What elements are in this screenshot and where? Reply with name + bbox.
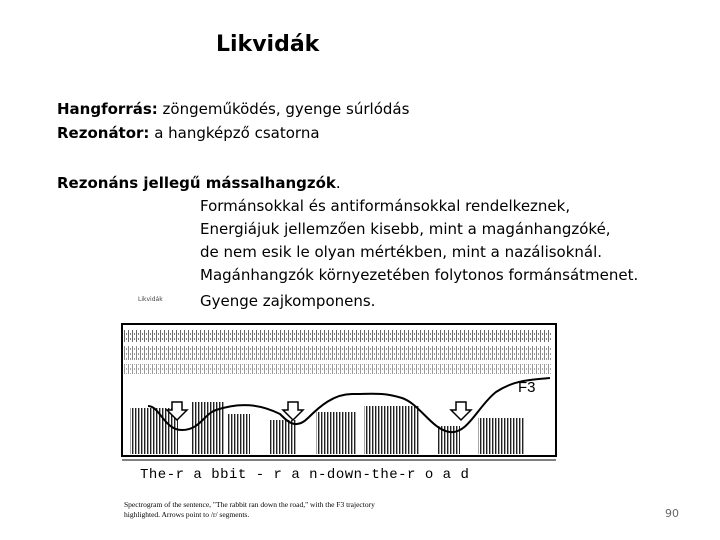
resonant-text: . bbox=[335, 174, 341, 192]
resonator-label: Rezonátor: bbox=[57, 124, 150, 142]
spectrogram-figure bbox=[120, 322, 560, 518]
resonant-label: Rezonáns jellegű mássalhangzók bbox=[57, 174, 336, 192]
property-line-4: Magánhangzók környezetében folytonos formánsátmenet. bbox=[200, 266, 639, 284]
source-label: Hangforrás: bbox=[57, 100, 158, 118]
resonator-line bbox=[57, 124, 320, 142]
resonant-heading bbox=[57, 174, 341, 192]
resonator-text: a hangképző csatorna bbox=[149, 124, 320, 142]
figure-caption bbox=[124, 500, 544, 520]
property-line-1: Formánsokkal és antiformánsokkal rendelkeznek, bbox=[200, 197, 571, 215]
property-line-3: de nem esik le olyan mértékben, mint a nazálisoknál. bbox=[200, 243, 603, 261]
segment-labels: The-r a bbit - r a n-down-the-r o a d bbox=[140, 467, 470, 483]
property-line-5: Gyenge zajkomponens. bbox=[200, 292, 376, 310]
source-text: zöngeműködés, gyenge súrlódás bbox=[157, 100, 410, 118]
caption-line-1: Spectrogram of the sentence, "The rabbit ran down the road," with the F3 trajectory bbox=[124, 500, 375, 509]
source-line bbox=[57, 100, 409, 118]
f3-label: F3 bbox=[518, 379, 536, 396]
slide-title: Likvidák bbox=[216, 32, 320, 57]
property-line-2: Energiájuk jellemzően kisebb, mint a magánhangzóké, bbox=[200, 220, 611, 238]
page-number: 90 bbox=[665, 507, 679, 520]
upper-formant-band bbox=[124, 330, 552, 374]
small-label: Likvidák bbox=[138, 296, 163, 303]
caption-line-2: highlighted. Arrows point to /r/ segments. bbox=[124, 510, 250, 519]
